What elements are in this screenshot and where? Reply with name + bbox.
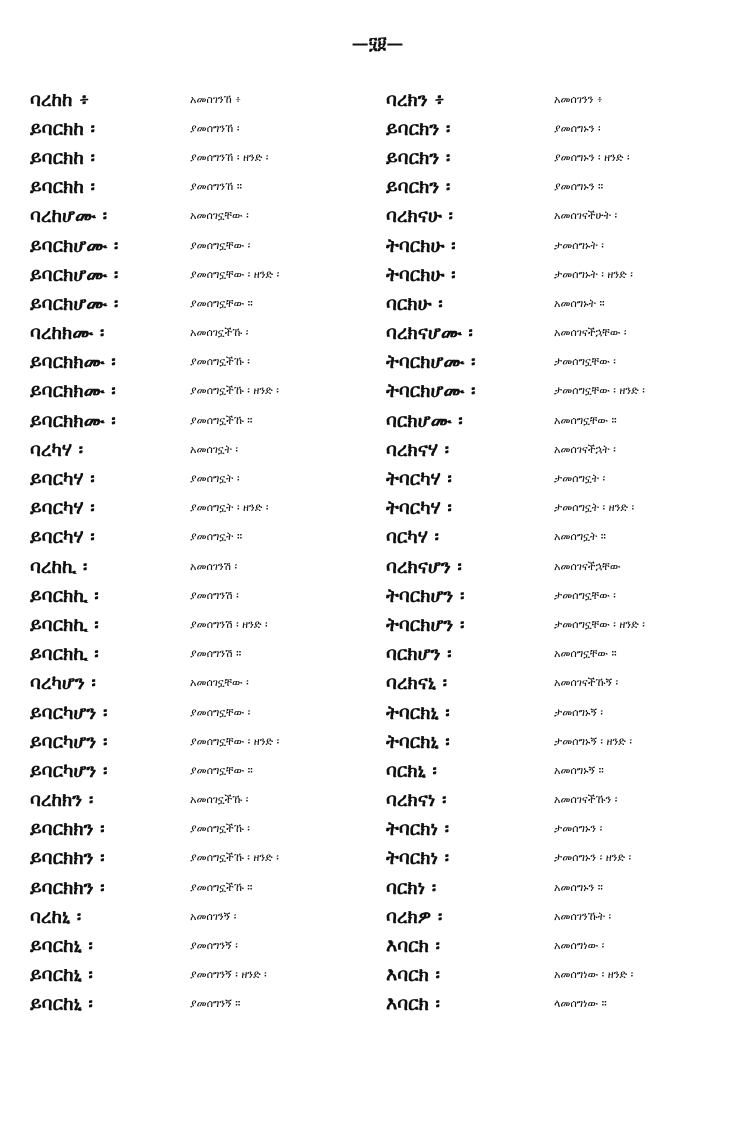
amharic-gloss-right: ታመሰግኑን ፡ bbox=[554, 822, 603, 836]
amharic-gloss-right: አመሰግነው ፡ bbox=[554, 939, 605, 953]
amharic-gloss-left: ያመሰግኗችኹ ፡ bbox=[190, 355, 250, 369]
geez-form-left: ይባርክክሙ ፡ bbox=[30, 380, 116, 403]
amharic-gloss-right: ታመሰግኗቸው ፡ ዘንድ ፡ bbox=[554, 384, 645, 398]
geez-form-left: ባረከከ ፥ bbox=[30, 88, 90, 111]
amharic-gloss-right: ያመሰግኑን ። bbox=[554, 180, 604, 194]
amharic-gloss-left: አመሰገኗት ፡ bbox=[190, 442, 239, 456]
geez-form-right: ባርክሆን ፡ bbox=[386, 643, 452, 666]
amharic-gloss-left: ያመሰግንሽ ፡ bbox=[190, 588, 239, 602]
table-row bbox=[30, 727, 730, 756]
geez-form-left: ይባርካሃ ፡ bbox=[30, 497, 95, 520]
amharic-gloss-left: ያመሰግንኸ ፡ ዘንድ ፡ bbox=[190, 150, 269, 164]
amharic-gloss-right: ታመሰግኗቸው ፡ bbox=[554, 588, 616, 602]
amharic-gloss-right: አመሰገንኹት ፡ bbox=[554, 909, 612, 923]
amharic-gloss-left: ያመሰግኗቸው ፡ ዘንድ ፡ bbox=[190, 734, 280, 748]
amharic-gloss-right: ታመሰግኗቸው ፡ ዘንድ ፡ bbox=[554, 617, 645, 631]
amharic-gloss-left: ያመሰግኗችኹ ፡ ዘንድ ፡ bbox=[190, 851, 279, 865]
geez-form-right: ባረክናሁ ፡ bbox=[386, 205, 453, 228]
geez-form-right: ባርክሁ ፡ bbox=[386, 292, 443, 315]
geez-form-left: ይባርክክሙ ፡ bbox=[30, 351, 116, 374]
table-row bbox=[30, 348, 730, 377]
geez-form-right: ባረክዎ ፡ bbox=[386, 905, 443, 928]
table-row bbox=[30, 844, 730, 873]
table-row bbox=[30, 902, 730, 931]
table-row bbox=[30, 786, 730, 815]
table-row bbox=[30, 610, 730, 639]
table-row bbox=[30, 173, 730, 202]
amharic-gloss-right: አመሰገናችኋቸው ፡ bbox=[554, 326, 627, 340]
table-row bbox=[30, 552, 730, 581]
geez-form-left: ይባርክክን ፡ bbox=[30, 876, 105, 899]
geez-form-right: ትባርክኒ ፡ bbox=[386, 730, 450, 753]
amharic-gloss-left: አመሰገኗችኹ ፡ bbox=[190, 326, 249, 340]
table-row bbox=[30, 143, 730, 172]
geez-form-left: ይባርክኪ ፡ bbox=[30, 643, 99, 666]
geez-form-right: ትባርካሃ ፡ bbox=[386, 497, 452, 520]
amharic-gloss-right: አመሰገንን ፥ bbox=[554, 92, 603, 106]
amharic-gloss-left: ያመሰግንኝ ። bbox=[190, 997, 241, 1011]
table-row bbox=[30, 523, 730, 552]
amharic-gloss-left: ያመሰግንኝ ፡ bbox=[190, 939, 238, 953]
table-row bbox=[30, 756, 730, 785]
geez-form-right: ባረክናኒ ፡ bbox=[386, 672, 448, 695]
table-row bbox=[30, 377, 730, 406]
table-row bbox=[30, 961, 730, 990]
geez-form-right: ትባርክሁ ፡ bbox=[386, 234, 456, 257]
amharic-gloss-right: ላመሰግነው ። bbox=[554, 997, 607, 1011]
amharic-gloss-right: አመሰግኑኝ ። bbox=[554, 763, 604, 777]
amharic-gloss-left: ያመሰግኗት ። bbox=[190, 530, 243, 544]
table-row bbox=[30, 319, 730, 348]
amharic-gloss-right: አመሰግነው ፡ ዘንድ ፡ bbox=[554, 968, 634, 982]
amharic-gloss-right: አመሰግኑን ። bbox=[554, 880, 603, 894]
geez-form-left: ይባርክሆሙ ፡ bbox=[30, 292, 119, 315]
table-row bbox=[30, 435, 730, 464]
geez-form-left: ይባርክኪ ፡ bbox=[30, 584, 99, 607]
amharic-gloss-right: ያመሰግኑን ፡ ዘንድ ፡ bbox=[554, 150, 630, 164]
geez-form-left: ይባርከኒ ፡ bbox=[30, 993, 93, 1016]
geez-form-left: ባረከሆሙ ፡ bbox=[30, 205, 108, 228]
table-row bbox=[30, 873, 730, 902]
amharic-gloss-left: አመሰገንሽ ፡ bbox=[190, 559, 238, 573]
amharic-gloss-left: ያመሰግንኸ ። bbox=[190, 180, 242, 194]
amharic-gloss-right: ታመሰግኗቸው ፡ bbox=[554, 355, 616, 369]
amharic-gloss-left: ያመሰግኗት ፡ bbox=[190, 472, 240, 486]
table-row bbox=[30, 464, 730, 493]
amharic-gloss-left: ያመሰግኗችኹ ፡ bbox=[190, 822, 250, 836]
amharic-gloss-left: ያመሰግኗቸው ። bbox=[190, 763, 253, 777]
geez-form-left: ይባርክሆሙ ፡ bbox=[30, 234, 119, 257]
geez-form-right: ትባርክነ ፡ bbox=[386, 818, 450, 841]
amharic-gloss-right: ያመሰግኑን ፡ bbox=[554, 121, 601, 135]
amharic-gloss-left: ያመሰግንኝ ፡ ዘንድ ፡ bbox=[190, 968, 267, 982]
geez-form-left: ይባርካሃ ፡ bbox=[30, 468, 95, 491]
amharic-gloss-left: ያመሰግኗችኹ ፡ ዘንድ ፡ bbox=[190, 384, 279, 398]
geez-form-right: ባረክናሃ ፡ bbox=[386, 438, 450, 461]
geez-form-right: ባርክኒ ፡ bbox=[386, 759, 437, 782]
amharic-gloss-right: ታመሰግኑን ፡ ዘንድ ፡ bbox=[554, 851, 632, 865]
geez-form-right: ባረክናሆሙ ፡ bbox=[386, 322, 473, 345]
amharic-gloss-left: አመሰገኗችኹ ፡ bbox=[190, 793, 249, 807]
amharic-gloss-right: አመሰገናችኋቸው bbox=[554, 559, 621, 573]
table-row bbox=[30, 202, 730, 231]
geez-form-left: ይባርክሆሙ ፡ bbox=[30, 263, 119, 286]
geez-form-right: ትባርክሆሙ ፡ bbox=[386, 351, 476, 374]
geez-form-right: ትባርክሁ ፡ bbox=[386, 263, 456, 286]
amharic-gloss-left: ያመሰግኗችኹ ። bbox=[190, 880, 253, 894]
table-row bbox=[30, 990, 730, 1019]
geez-form-left: ይባርክከ ፡ bbox=[30, 146, 95, 169]
geez-form-right: ባረክን ፥ bbox=[386, 88, 445, 111]
geez-form-left: ባረከኒ ፡ bbox=[30, 905, 82, 928]
amharic-gloss-right: ታመሰግኑት ፡ ዘንድ ፡ bbox=[554, 267, 633, 281]
amharic-gloss-right: አመሰግኗቸው ። bbox=[554, 647, 617, 661]
geez-form-right: ትባርክሆሙ ፡ bbox=[386, 380, 476, 403]
amharic-gloss-right: አመሰግኑት ። bbox=[554, 296, 605, 310]
geez-form-right: እባርክ ፡ bbox=[386, 993, 441, 1016]
amharic-gloss-right: አመሰገናችኹኝ ፡ bbox=[554, 676, 619, 690]
geez-form-right: ይባርክን ፡ bbox=[386, 176, 451, 199]
geez-form-left: ባረከክን ፡ bbox=[30, 789, 94, 812]
geez-form-left: ይባርክክሙ ፡ bbox=[30, 409, 116, 432]
geez-form-right: ይባርክን ፡ bbox=[386, 117, 451, 140]
geez-form-right: ባረክናነ ፡ bbox=[386, 789, 447, 812]
table-row bbox=[30, 231, 730, 260]
geez-form-left: ይባርካሆን ፡ bbox=[30, 701, 108, 724]
table-row bbox=[30, 260, 730, 289]
geez-form-left: ባረከኪ ፡ bbox=[30, 555, 88, 578]
geez-form-right: ባረክናሆን ፡ bbox=[386, 555, 462, 578]
geez-form-left: ባረከክሙ ፡ bbox=[30, 322, 105, 345]
amharic-gloss-left: ያመሰግንሽ ፡ ዘንድ ፡ bbox=[190, 617, 268, 631]
table-row bbox=[30, 494, 730, 523]
geez-form-right: ትባርክነ ፡ bbox=[386, 847, 450, 870]
geez-form-left: ይባርክከ ፡ bbox=[30, 117, 95, 140]
amharic-gloss-right: አመሰግኗት ። bbox=[554, 530, 606, 544]
amharic-gloss-right: አመሰገናችኋት ፡ bbox=[554, 442, 616, 456]
amharic-gloss-right: አመሰግኗቸው ። bbox=[554, 413, 617, 427]
geez-form-left: ይባርክከ ፡ bbox=[30, 176, 95, 199]
amharic-gloss-right: ታመሰግኗት ፡ bbox=[554, 472, 606, 486]
amharic-gloss-left: ያመሰግንኸ ፡ bbox=[190, 121, 240, 135]
geez-form-left: ይባርከኒ ፡ bbox=[30, 964, 93, 987]
table-row bbox=[30, 406, 730, 435]
geez-form-left: ይባርክኪ ፡ bbox=[30, 613, 99, 636]
amharic-gloss-right: አመሰገናችኹን ፡ bbox=[554, 793, 618, 807]
geez-form-right: ትባርክሆን ፡ bbox=[386, 613, 465, 636]
geez-form-right: ባርክነ ፡ bbox=[386, 876, 437, 899]
geez-form-left: ይባርክክን ፡ bbox=[30, 847, 105, 870]
amharic-gloss-left: ያመሰግኗቸው ። bbox=[190, 296, 253, 310]
amharic-gloss-left: ያመሰግንሽ ። bbox=[190, 647, 242, 661]
geez-form-left: ባረካሆን ፡ bbox=[30, 672, 96, 695]
geez-form-left: ይባርካሆን ፡ bbox=[30, 759, 108, 782]
amharic-gloss-left: ያመሰግኗቸው ፡ bbox=[190, 238, 251, 252]
geez-form-right: ባርካሃ ፡ bbox=[386, 526, 440, 549]
geez-form-left: ይባርካሆን ፡ bbox=[30, 730, 108, 753]
geez-form-left: ይባርካሃ ፡ bbox=[30, 526, 95, 549]
amharic-gloss-left: ያመሰግኗችኹ ። bbox=[190, 413, 253, 427]
amharic-gloss-left: ያመሰግኗቸው ፡ ዘንድ ፡ bbox=[190, 267, 280, 281]
amharic-gloss-left: ያመሰግኗት ፡ ዘንድ ፡ bbox=[190, 501, 269, 515]
table-row bbox=[30, 114, 730, 143]
table-row bbox=[30, 640, 730, 669]
page-number: —፶፱— bbox=[351, 34, 404, 54]
amharic-gloss-right: ታመሰግኑኝ ፡ ዘንድ ፡ bbox=[554, 734, 632, 748]
amharic-gloss-left: አመሰገኗቸው ፡ bbox=[190, 209, 249, 223]
table-row bbox=[30, 669, 730, 698]
table-row bbox=[30, 581, 730, 610]
table-row bbox=[30, 289, 730, 318]
table-row bbox=[30, 85, 730, 114]
geez-form-left: ባረካሃ ፡ bbox=[30, 438, 84, 461]
amharic-gloss-left: ያመሰግኗቸው ፡ bbox=[190, 705, 251, 719]
conjugation-table bbox=[30, 85, 730, 1019]
amharic-gloss-left: አመስገንኸ ፥ bbox=[190, 92, 242, 106]
geez-form-right: ትባርክኒ ፡ bbox=[386, 701, 450, 724]
geez-form-right: ትባርካሃ ፡ bbox=[386, 468, 452, 491]
geez-form-right: እባርክ ፡ bbox=[386, 964, 441, 987]
amharic-gloss-right: ታመሰግኑት ፡ bbox=[554, 238, 604, 252]
geez-form-right: ትባርክሆን ፡ bbox=[386, 584, 465, 607]
amharic-gloss-left: አመሰገኗቸው ፡ bbox=[190, 676, 249, 690]
table-row bbox=[30, 931, 730, 960]
table-row bbox=[30, 815, 730, 844]
table-row bbox=[30, 698, 730, 727]
amharic-gloss-left: አመሰገንኝ ፡ bbox=[190, 909, 237, 923]
geez-form-left: ይባርክክን ፡ bbox=[30, 818, 105, 841]
geez-form-left: ይባርከኒ ፡ bbox=[30, 935, 93, 958]
geez-form-right: ባርክሆሙ ፡ bbox=[386, 409, 463, 432]
amharic-gloss-right: ታመሰግኗት ፡ ዘንድ ፡ bbox=[554, 501, 635, 515]
amharic-gloss-right: ታመሰግኑኝ ፡ bbox=[554, 705, 603, 719]
geez-form-right: ይባርክን ፡ bbox=[386, 146, 451, 169]
geez-form-right: እባርክ ፡ bbox=[386, 935, 441, 958]
amharic-gloss-right: አመሰገናችሁት ፡ bbox=[554, 209, 618, 223]
